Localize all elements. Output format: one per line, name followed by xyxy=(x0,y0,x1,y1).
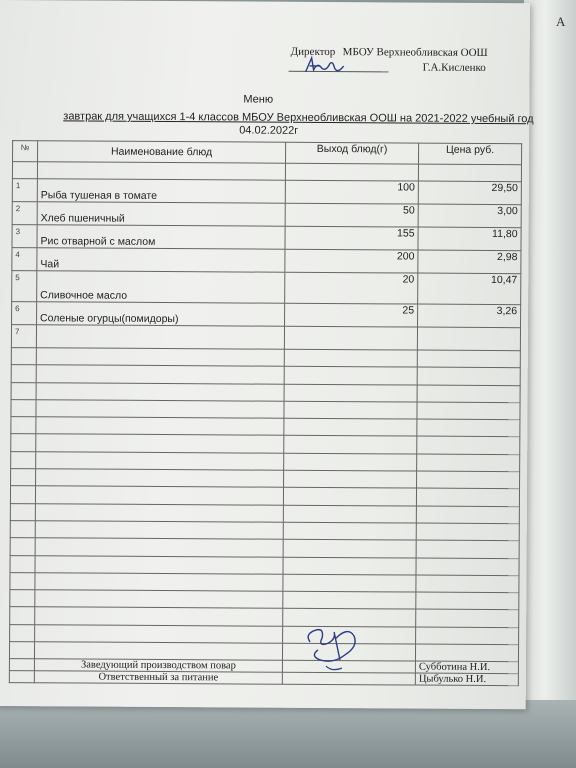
row-price: 10,47 xyxy=(418,273,521,305)
approval-role: Директор xyxy=(290,45,336,59)
row-price: 11,80 xyxy=(418,227,521,251)
row-output: 155 xyxy=(285,226,418,250)
header-name: Наименование блюд xyxy=(38,141,286,164)
menu-table xyxy=(9,140,522,686)
table-row xyxy=(12,271,521,305)
row-price: 2,98 xyxy=(418,250,521,274)
row-name: Рыба тушеная в томате xyxy=(37,179,285,204)
row-price: 3,26 xyxy=(418,304,521,328)
row-output: 20 xyxy=(285,272,418,304)
row-output: 25 xyxy=(285,303,418,327)
empty-rows xyxy=(9,348,520,662)
row-num: 3 xyxy=(12,225,37,248)
row-output: 100 xyxy=(285,180,418,204)
header-price: Цена руб. xyxy=(419,143,522,165)
row-name: Чай xyxy=(37,248,285,273)
row-name: Рис отварной с маслом xyxy=(37,225,285,250)
row-name: Соленые огурцы(помидоры) xyxy=(37,302,285,327)
row-name: Сливочное масло xyxy=(37,271,285,304)
responsible-signature-icon xyxy=(296,620,376,680)
menu-title: Меню xyxy=(243,93,274,106)
table-row xyxy=(12,202,521,228)
row-num: 5 xyxy=(12,271,37,302)
row-price: 29,50 xyxy=(418,181,521,205)
director-signature-icon xyxy=(300,54,360,78)
table-row xyxy=(12,248,521,274)
footer-cook-role: Заведующий производством повар xyxy=(34,659,282,673)
row-num: 4 xyxy=(12,248,37,271)
approval-org: МБОУ Верхнеобливская ООШ xyxy=(342,46,488,59)
background-bottom xyxy=(0,700,576,768)
row-num: 2 xyxy=(12,202,37,225)
row-num: 6 xyxy=(12,302,37,325)
row-num: 7 xyxy=(11,325,36,348)
corner-letter: А xyxy=(556,14,566,29)
menu-subtitle: завтрак для учащихся 1-4 классов МБОУ Верхнеобливская ООШ на 2021-2022 учебный год xyxy=(63,110,534,126)
header-num: № xyxy=(13,141,38,162)
table-row xyxy=(12,225,521,251)
row-name xyxy=(36,325,284,350)
table-row xyxy=(11,325,520,351)
row-output: 50 xyxy=(285,203,418,227)
row-num: 1 xyxy=(12,179,37,202)
row-price xyxy=(417,327,520,351)
table-row xyxy=(12,179,521,205)
row-output xyxy=(284,326,417,350)
table-row xyxy=(12,302,521,328)
footer-resp-role: Ответственный за питание xyxy=(34,671,282,685)
footer-row-responsible xyxy=(9,671,518,686)
header-output: Выход блюд(г) xyxy=(286,142,419,164)
row-name: Хлеб пшеничный xyxy=(37,202,285,227)
footer-resp-name: Цыбулько Н.И. xyxy=(415,673,518,686)
row-output: 200 xyxy=(285,249,418,273)
menu-date: 04.02.2022г xyxy=(239,124,299,137)
approval-name: Г.А.Кисленко xyxy=(422,61,486,74)
footer-cook-name: Субботина Н.И. xyxy=(415,661,518,674)
row-price: 3,00 xyxy=(418,204,521,228)
